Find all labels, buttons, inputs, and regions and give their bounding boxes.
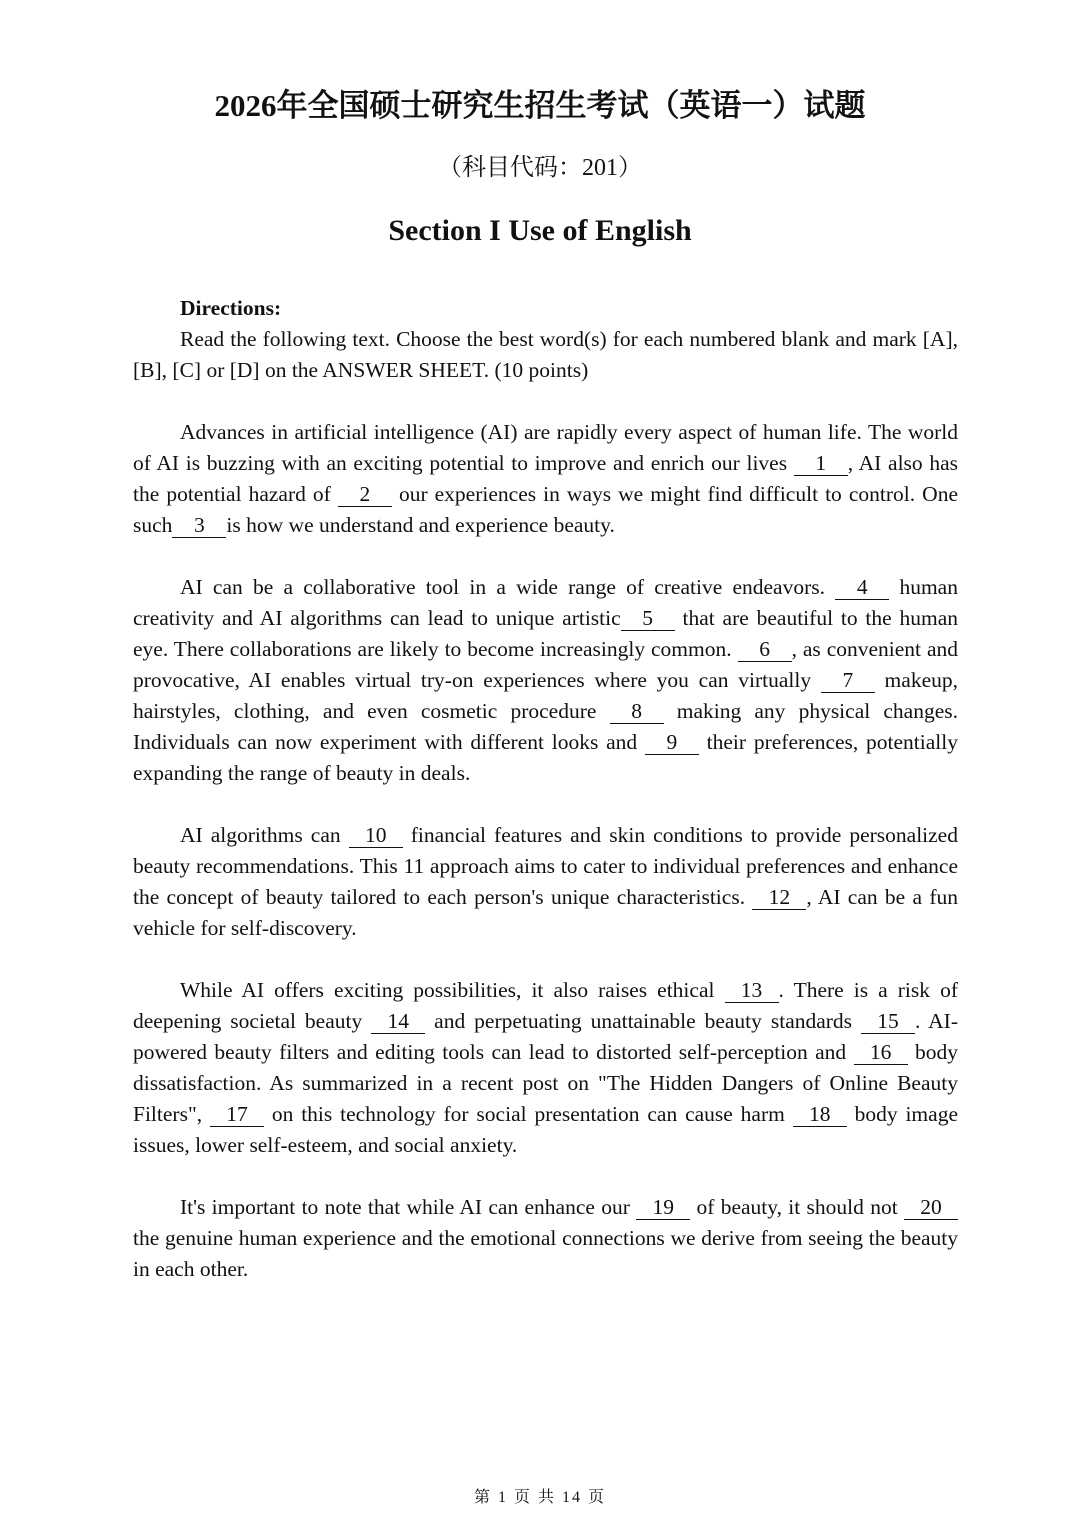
passage-text: . AI-powered beauty filters and editing tools can lead to distorted self-perception and: [133, 1009, 959, 1064]
blank-3: 3: [172, 513, 226, 538]
passage-text: It's important to note that while AI can enhance our: [180, 1195, 637, 1219]
blank-13: 13: [725, 978, 779, 1003]
passage-text: their preferences, potentially expanding the range of beauty in deals.: [133, 730, 958, 785]
passage-text: making any physical changes. Individuals can now experiment with different looks and: [133, 699, 958, 754]
blank-15: 15: [861, 1009, 915, 1034]
passage-text: our experiences in ways we might find difficult to control. One such: [133, 482, 958, 537]
blank-12: 12: [752, 885, 806, 910]
passage-text: body dissatisfaction. As summarized in a recent post on "The Hidden Dangers of Online Beauty Filters",: [133, 1040, 959, 1126]
passage-text: AI algorithms can: [180, 823, 349, 847]
blank-17: 17: [210, 1102, 264, 1127]
blank-20: 20: [904, 1195, 958, 1220]
passage-paragraph-5: [133, 1192, 958, 1285]
passage-text: . There is a risk of deepening societal beauty: [133, 978, 958, 1033]
passage-text: and perpetuating unattainable beauty standards: [425, 1009, 862, 1033]
blank-6: 6: [738, 637, 792, 662]
blank-18: 18: [793, 1102, 847, 1127]
blank-8: 8: [610, 699, 664, 724]
exam-body: [133, 293, 958, 1316]
page-number: 第 1 页 共 14 页: [473, 1489, 606, 1506]
passage-text: While AI offers exciting possibilities, it also raises ethical: [180, 978, 725, 1002]
blank-16: 16: [854, 1040, 908, 1065]
subject-code: （科目代码：201）: [438, 155, 642, 181]
passage-text: human creativity and AI algorithms can lead to unique artistic: [133, 575, 958, 630]
blank-9: 9: [645, 730, 699, 755]
passage-paragraph-4: [133, 975, 958, 1161]
passage-text: financial features and skin conditions to provide personalized beauty recommendations. This 11 approach aims to cater to individual preferences and enhance the concept of beauty tailored to each person's unique characteristics.: [133, 823, 958, 909]
passage-text: is how we understand and experience beauty.: [226, 513, 615, 537]
passage-text: body image issues, lower self-esteem, and social anxiety.: [133, 1102, 958, 1157]
passage-text: Advances in artificial intelligence (AI) are rapidly every aspect of human life. The world of AI is buzzing with an exciting potential to improve and enrich our lives: [133, 420, 958, 475]
passage-text: the genuine human experience and the emotional connections we derive from seeing the beauty in each other.: [133, 1226, 958, 1281]
passage-text: , as convenient and provocative, AI enables virtual try-on experiences where you can virtually: [133, 637, 958, 692]
passage-text: , AI also has the potential hazard of: [133, 451, 958, 506]
passage-paragraph-2: [133, 572, 958, 789]
passage-text: that are beautiful to the human eye. There collaborations are likely to become increasingly common.: [133, 606, 959, 661]
directions-text: Read the following text. Choose the best word(s) for each numbered blank and mark [A], [B], [C] or [D] on the ANSWER SHEET. (10 points): [133, 327, 958, 382]
blank-5: 5: [621, 606, 675, 631]
passage-text: on this technology for social presentation can cause harm: [263, 1102, 793, 1126]
passage-text: makeup, hairstyles, clothing, and even cosmetic procedure: [133, 668, 958, 723]
blank-2: 2: [338, 482, 392, 507]
passage-text: of beauty, it should not: [690, 1195, 904, 1219]
directions-label: Directions:: [180, 296, 282, 320]
blank-10: 10: [349, 823, 403, 848]
blank-1: 1: [794, 451, 848, 476]
blank-4: 4: [835, 575, 889, 600]
blank-14: 14: [371, 1009, 425, 1034]
passage-paragraph-3: [133, 820, 958, 944]
exam-title: 2026年全国硕士研究生招生考试（英语一）试题: [214, 88, 866, 123]
blank-19: 19: [636, 1195, 690, 1220]
blank-7: 7: [821, 668, 875, 693]
passage-paragraph-1: [133, 417, 958, 541]
passage-text: AI can be a collaborative tool in a wide range of creative endeavors.: [180, 575, 836, 599]
section-title: Section I Use of English: [388, 214, 692, 247]
passage-text: , AI can be a fun vehicle for self-discovery.: [133, 885, 958, 940]
